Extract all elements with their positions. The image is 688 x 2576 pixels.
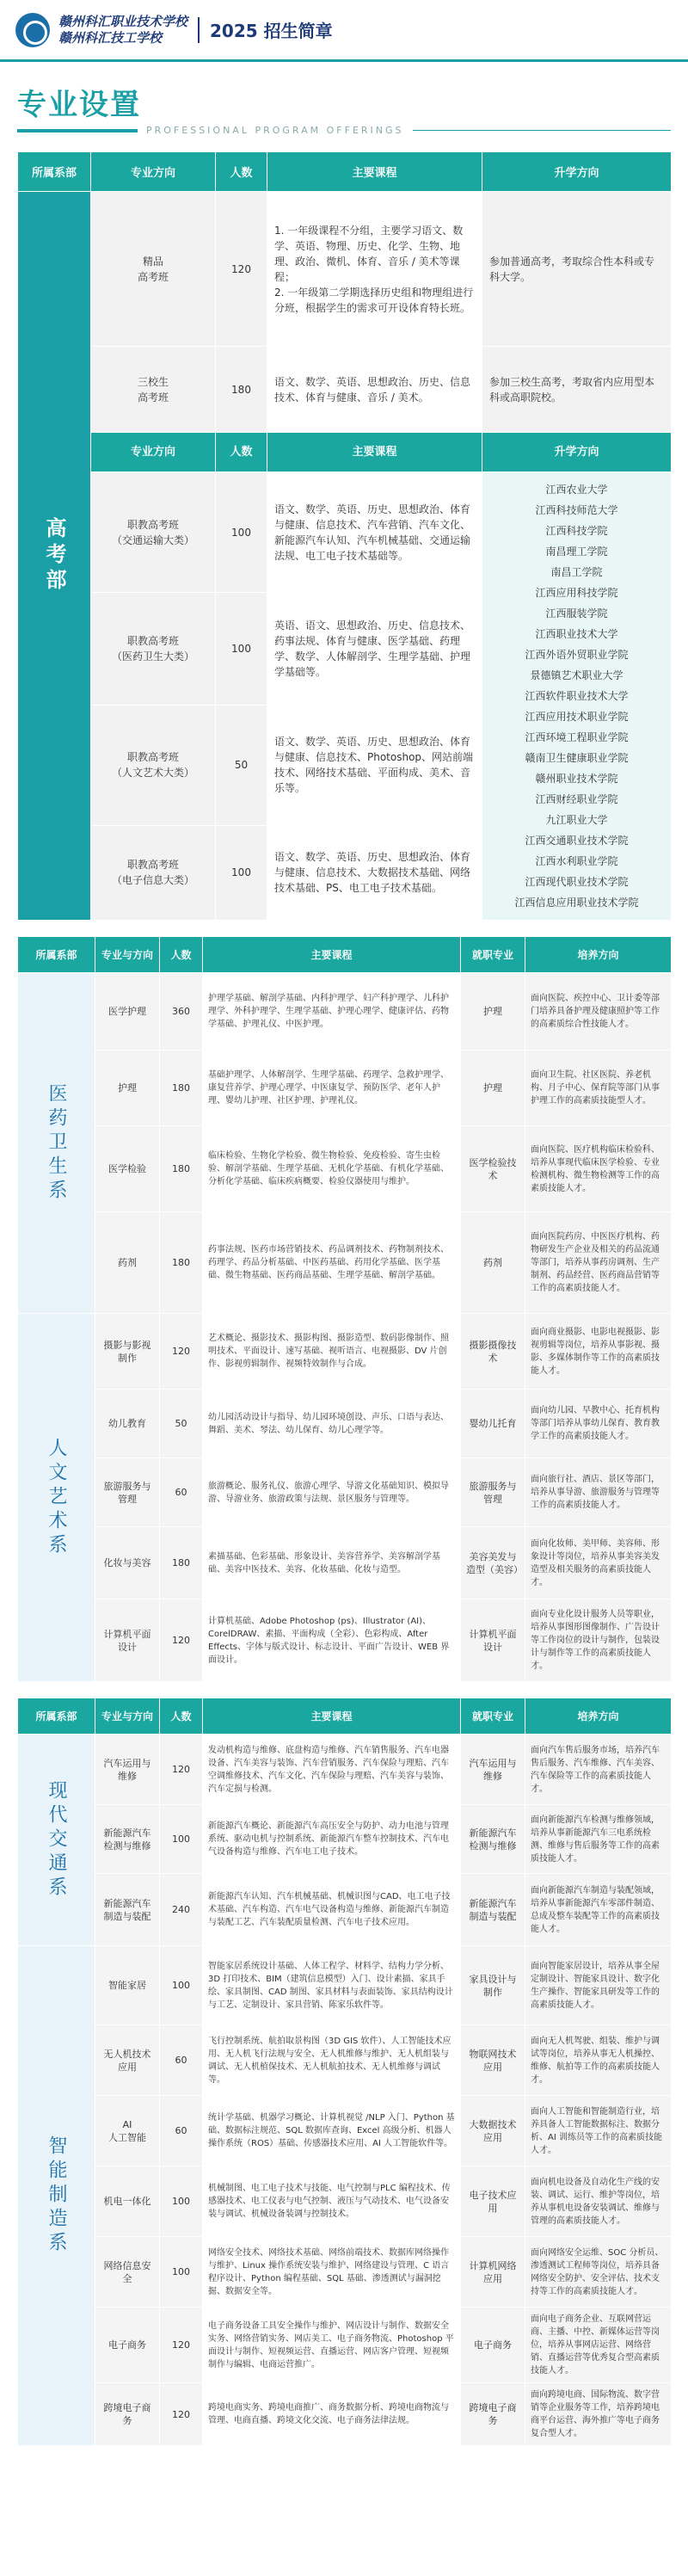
job-cell: 电子商务	[461, 2308, 525, 2383]
major-cell: 摄影与影视制作	[95, 1314, 160, 1390]
table-row	[18, 1946, 672, 2025]
direction-cell: 面向无人机驾驶、组装、维护与调试等岗位，培养从事无人机操控、维修、航拍等工作的高素质技能人才。	[525, 2025, 672, 2096]
table-row	[18, 973, 672, 1051]
major-cell: 职教高考班 （交通运输大类）	[91, 472, 216, 593]
courses-cell: 新能源汽车认知、汽车机械基础、机械识图与CAD、电工电子技术基础、汽车构造、汽车电气设备构造与维修、新能源汽车制造与装配工艺、汽车装配质量检测、汽车电子技术应用。	[203, 1874, 461, 1946]
col-header: 所属系部	[18, 1698, 95, 1735]
destination-cell: 参加三校生高考，考取省内应用型本科或高职院校。	[482, 347, 672, 433]
job-cell: 计算机网络应用	[461, 2237, 525, 2308]
table-row	[18, 1390, 672, 1458]
table-row	[18, 1735, 672, 1805]
major-cell: 精品 高考班	[91, 192, 216, 347]
direction-cell: 面向机电设备及自动化生产线的安装、调试、运行、维护等岗位，培养从事机电设备安装调试、维修与管理的高素质技能人才。	[525, 2166, 672, 2237]
count-cell: 180	[216, 347, 267, 433]
table-header-row	[18, 1698, 672, 1735]
count-cell: 180	[160, 1527, 203, 1599]
courses-cell: 网络安全技术、网络技术基础、网络前端技术、数据库网络操作与维护、Linux 操作系统安装与维护、网络建设与管理、C 语言程序设计、Python 编程基础、SQL 基础、渗透测试与漏洞挖掘、数据安全等。	[203, 2237, 461, 2308]
category-cell: 现代交通系	[18, 1735, 95, 1946]
col-header: 所属系部	[18, 937, 95, 973]
count-cell: 120	[160, 1314, 203, 1390]
major-cell: 智能家居	[95, 1946, 160, 2025]
direction-cell: 面向新能源汽车制造与装配领域，培养从事新能源汽车零部件制造、总成及整车装配等工作的高素质技能人才。	[525, 1874, 672, 1946]
school-item: 江西软件职业技术大学	[525, 690, 629, 702]
school-item: 江西信息应用职业技术学院	[514, 897, 639, 909]
section-title: 专业设置	[17, 88, 141, 122]
major-cell: 职教高考班 （人文艺术大类）	[91, 705, 216, 825]
count-cell: 360	[160, 973, 203, 1051]
col-header: 专业方向	[91, 152, 216, 192]
major-cell: 旅游服务与管理	[95, 1458, 160, 1527]
count-cell: 240	[160, 1874, 203, 1946]
title-rule	[413, 130, 671, 131]
job-cell: 美容美发与造型（美容）	[461, 1527, 525, 1599]
count-cell: 100	[216, 593, 267, 705]
school-item: 九江职业大学	[545, 814, 608, 826]
courses-cell: 1. 一年级课程不分组，主要学习语文、数学、英语、物理、历史、化学、生物、地理、政治、微机、体育、音乐 / 美术等课程； 2. 一年级第二学期选择历史组和物理组进行分班，根据学生的需求可开设体育特长班。	[267, 192, 482, 347]
major-cell: AI 人工智能	[95, 2096, 160, 2166]
schools-cell	[482, 472, 672, 921]
courses-cell: 电子商务设备工具安全操作与维护、网店设计与制作、数据安全实务、网络营销实务、网店美工、电子商务物流、Photoshop 平面设计与制作、短视频运营、直播运营、网店客户管理、短视频制作与编辑、电商运营推广。	[203, 2308, 461, 2383]
count-cell: 60	[160, 2096, 203, 2166]
table-row	[18, 472, 672, 593]
school-item: 江西应用技术职业学院	[525, 711, 629, 723]
direction-cell: 面向电子商务企业、互联网营运商、主播、中控、新媒体运营等岗位，培养从事网店运营、网络营销、直播运营等优秀复合型高素质技能人才。	[525, 2308, 672, 2383]
job-cell: 旅游服务与管理	[461, 1458, 525, 1527]
courses-cell: 护理学基础、解剖学基础、内科护理学、妇产科护理学、儿科护理学、外科护理学、生理学基础、护理心理学、健康评估、药物学基础、护理礼仪、中医护理。	[203, 973, 461, 1051]
major-cell: 无人机技术应用	[95, 2025, 160, 2096]
table-row	[18, 2308, 672, 2383]
medical-arts-table	[17, 936, 672, 1682]
courses-cell: 英语、语文、思想政治、历史、信息技术、药事法规、体育与健康、医学基础、药理学、数学、人体解剖学、生理学基础、护理学基础等。	[267, 593, 482, 705]
job-cell: 新能源汽车检测与维修	[461, 1805, 525, 1874]
direction-cell: 面向专业化设计服务人员等职业，培养从事图形图像制作、广告设计等工作岗位的设计与制作，包装设计与制作等工作的高素质技能人才。	[525, 1599, 672, 1682]
major-cell: 网络信息安全	[95, 2237, 160, 2308]
title-accent-bar	[17, 129, 138, 132]
job-cell: 摄影摄像技术	[461, 1314, 525, 1390]
direction-cell: 面向商业摄影、电影电视摄影、影视剪辑等岗位，培养从事影视、摄影、多媒体制作等工作的高素质技能人才。	[525, 1314, 672, 1390]
school-item: 江西农业大学	[545, 484, 608, 496]
school-name-line2: 赣州科汇技工学校	[58, 29, 163, 46]
section-subtitle-en: PROFESSIONAL PROGRAM OFFERINGS	[146, 125, 404, 136]
school-item: 江西服装学院	[545, 607, 608, 619]
count-cell: 100	[160, 1946, 203, 2025]
courses-cell: 语文、数学、英语、历史、思想政治、体育与健康、信息技术、Photoshop、网站前端技术、网络技术基础、平面构成、美术、音乐等。	[267, 705, 482, 825]
count-cell: 50	[216, 705, 267, 825]
direction-cell: 面向旅行社、酒店、景区等部门，培养从事导游、旅游服务与管理等工作的高素质技能人才。	[525, 1458, 672, 1527]
school-item: 江西应用科技学院	[535, 587, 618, 599]
major-cell: 汽车运用与维修	[95, 1735, 160, 1805]
col-header: 培养方向	[525, 937, 672, 973]
header	[0, 0, 688, 62]
table-row	[18, 2166, 672, 2237]
school-name-line1: 赣州科汇职业技术学校	[58, 13, 188, 29]
courses-cell: 语文、数学、英语、思想政治、历史、信息技术、体育与健康、音乐 / 美术。	[267, 347, 482, 433]
section-subtitle-row	[17, 125, 671, 136]
col-header: 主要课程	[203, 937, 461, 973]
count-cell: 180	[160, 1051, 203, 1126]
major-cell: 新能源汽车制造与装配	[95, 1874, 160, 1946]
school-name	[58, 14, 187, 46]
major-cell: 新能源汽车检测与维修	[95, 1805, 160, 1874]
table-row	[18, 347, 672, 433]
table-row	[18, 1314, 672, 1390]
major-cell: 药剂	[95, 1212, 160, 1314]
table-row	[18, 1458, 672, 1527]
table-header-row	[18, 152, 672, 192]
major-cell: 幼儿教育	[95, 1390, 160, 1458]
school-item: 江西现代职业技术学院	[525, 876, 629, 888]
major-cell: 医学护理	[95, 973, 160, 1051]
table-row	[18, 1126, 672, 1212]
direction-cell: 面向卫生院、社区医院、养老机构、月子中心、保育院等部门从事护理工作的高素质技能型人才。	[525, 1051, 672, 1126]
job-cell: 大数据技术应用	[461, 2096, 525, 2166]
section-title-block	[0, 62, 688, 136]
category-cell: 医药卫生系	[18, 973, 95, 1314]
table-row	[18, 192, 672, 347]
courses-cell: 语文、数学、英语、历史、思想政治、体育与健康、信息技术、大数据技术基础、网络技术基础、PS、电工电子技术基础。	[267, 825, 482, 920]
table-row	[18, 1212, 672, 1314]
table-row	[18, 2237, 672, 2308]
table-row	[18, 1805, 672, 1874]
count-cell: 120	[160, 2308, 203, 2383]
col-header: 人数	[216, 152, 267, 192]
major-cell: 电子商务	[95, 2308, 160, 2383]
school-item: 江西科技师范大学	[535, 504, 618, 516]
count-cell: 100	[160, 1805, 203, 1874]
table-row	[18, 1599, 672, 1682]
courses-cell: 药事法规、医药市场营销技术、药品调剂技术、药物制剂技术、药理学、药品分析基础、中医药基础、药用化学基础、医学基础、微生物基础、医药商品基础、生理学基础、解剖学基础。	[203, 1212, 461, 1314]
direction-cell: 面向化妆师、美甲师、美容师、形象设计等岗位，培养从事美容美发造型及相关服务的高素质技能人才。	[525, 1527, 672, 1599]
direction-cell: 面向智能家居设计，培养从事全屋定制设计、智能家具设计、数字化生产操作、智能家具研发等工作的高素质技能人才。	[525, 1946, 672, 2025]
table-header-row	[18, 937, 672, 973]
count-cell: 100	[160, 2166, 203, 2237]
job-cell: 药剂	[461, 1212, 525, 1314]
direction-cell: 面向医院药房、中医医疗机构、药物研发生产企业及相关的药品流通等部门，培养从事药房调剂、生产制剂、药品经营、医药商品营销等工作的高素质技能人才。	[525, 1212, 672, 1314]
courses-cell: 幼儿园活动设计与指导、幼儿园环境创设、声乐、口语与表达、舞蹈、美术、琴法、幼儿保育、幼儿心理学等。	[203, 1390, 461, 1458]
job-cell: 物联网技术应用	[461, 2025, 525, 2096]
major-cell: 三校生 高考班	[91, 347, 216, 433]
school-item: 江西科技学院	[545, 525, 608, 537]
major-cell: 计算机平面设计	[95, 1599, 160, 1682]
col-header: 就职专业	[461, 1698, 525, 1735]
count-cell: 100	[216, 825, 267, 920]
school-item: 景德镇艺术职业大学	[530, 669, 624, 681]
courses-cell: 统计学基础、机器学习概论、计算机视觉 /NLP 入门、Python 基础、数据标注规范、SQL 数据库查询、Excel 高级分析、机器人操作系统（ROS）基础、传感器技术应用、AI 人工智能软件等。	[203, 2096, 461, 2166]
col-header: 就职专业	[461, 937, 525, 973]
count-cell: 120	[216, 192, 267, 347]
courses-cell: 语文、数学、英语、历史、思想政治、体育与健康、信息技术、汽车营销、汽车文化、新能源汽车认知、汽车机械基础、交通运输法规、电工电子技术基础等。	[267, 472, 482, 593]
count-cell: 120	[160, 1735, 203, 1805]
table-subheader-row	[18, 433, 672, 472]
school-item: 江西环境工程职业学院	[525, 731, 629, 743]
major-cell: 职教高考班 （电子信息大类）	[91, 825, 216, 920]
school-logo-icon	[15, 13, 50, 47]
count-cell: 50	[160, 1390, 203, 1458]
job-cell: 计算机平面设计	[461, 1599, 525, 1682]
school-item: 江西财经职业学院	[535, 793, 618, 805]
job-cell: 新能源汽车制造与装配	[461, 1874, 525, 1946]
school-item: 江西交通职业技术学院	[525, 835, 629, 847]
courses-cell: 基础护理学、人体解剖学、生理学基础、药理学、急救护理学、康复营养学、护理心理学、中医康复学、预防医学、老年人护理、婴幼儿护理、社区护理、护理礼仪。	[203, 1051, 461, 1126]
col-header: 主要课程	[203, 1698, 461, 1735]
direction-cell: 面向新能源汽车检测与维修领域，培养从事新能源汽车三电系统检测、维修与售后服务等工作的高素质技能人才。	[525, 1805, 672, 1874]
job-cell: 电子技术应用	[461, 2166, 525, 2237]
direction-cell: 面向幼儿园、早教中心、托育机构等部门培养从事幼儿保育、教育教学工作的高素质技能人才。	[525, 1390, 672, 1458]
school-item: 赣南卫生健康职业学院	[525, 752, 629, 764]
job-cell: 婴幼儿托育	[461, 1390, 525, 1458]
count-cell: 100	[160, 2237, 203, 2308]
col-header: 主要课程	[267, 152, 482, 192]
count-cell: 180	[160, 1126, 203, 1212]
col-header: 人数	[216, 433, 267, 472]
category-cell: 高考部	[18, 192, 91, 921]
col-header: 人数	[160, 937, 203, 973]
school-item: 南昌理工学院	[545, 545, 608, 558]
school-item: 江西外语外贸职业学院	[525, 649, 629, 661]
major-cell: 机电一体化	[95, 2166, 160, 2237]
school-item: 赣州职业技术学院	[535, 773, 618, 785]
col-header: 专业方向	[91, 433, 216, 472]
courses-cell: 临床检验、生物化学检验、微生物检验、免疫检验、寄生虫检验、解剖学基础、生理学基础、无机化学基础、有机化学基础、分析化学基础、临床疾病概要、检验仪器使用与维护。	[203, 1126, 461, 1212]
table-row	[18, 1051, 672, 1126]
direction-cell: 面向网络安全运维、SOC 分析员、渗透测试工程师等岗位，培养具备网络安全防护、安全评估、技术支持等工作的高素质技能人才。	[525, 2237, 672, 2308]
count-cell: 120	[160, 2383, 203, 2446]
school-item: 江西水利职业学院	[535, 855, 618, 867]
courses-cell: 发动机构造与维修、底盘构造与维修、汽车销售服务、汽车电器设备、汽车美容与装饰、汽车营销服务、汽车保险与理赔、汽车空调维修技术、汽车文化、汽车保险与理赔、汽车美容与装饰、汽车定损与检测。	[203, 1735, 461, 1805]
col-header: 升学方向	[482, 152, 672, 192]
brochure-title: 2025 招生简章	[210, 21, 333, 41]
major-cell: 职教高考班 （医药卫生大类）	[91, 593, 216, 705]
direction-cell: 面向跨境电商、国际物流、数字营销等企业服务等工作，培养跨境电商平台运营、海外推广等电子商务复合型人才。	[525, 2383, 672, 2446]
count-cell: 180	[160, 1212, 203, 1314]
col-header: 培养方向	[525, 1698, 672, 1735]
courses-cell: 素描基础、色彩基础、形象设计、美容营养学、美容解剖学基础、美容中医技术、美容、化妆基础、化妆与造型。	[203, 1527, 461, 1599]
col-header: 专业与方向	[95, 1698, 160, 1735]
school-item: 南昌工学院	[550, 566, 603, 578]
major-cell: 护理	[95, 1051, 160, 1126]
major-cell: 跨境电子商务	[95, 2383, 160, 2446]
table-row	[18, 2096, 672, 2166]
col-header: 升学方向	[482, 433, 672, 472]
courses-cell: 机械制图、电工电子技术与技能、电气控制与PLC 编程技术、传感器技术、电工仪表与电气控制、液压与气动技术、电气设备安装与调试、机械设备装调与控制技术。	[203, 2166, 461, 2237]
table-row	[18, 2383, 672, 2446]
direction-cell: 面向汽车售后服务市场，培养汽车售后服务、汽车维修、汽车美容、汽车保险等工作的高素质技能人才。	[525, 1735, 672, 1805]
transport-manufacturing-table	[17, 1698, 672, 2446]
col-header: 人数	[160, 1698, 203, 1735]
category-cell: 人文艺术系	[18, 1314, 95, 1682]
category-cell: 智能制造系	[18, 1946, 95, 2446]
count-cell: 60	[160, 1458, 203, 1527]
major-cell: 化妆与美容	[95, 1527, 160, 1599]
direction-cell: 面向医院、医疗机构临床检验科、培养从事现代临床医学检验、专业检测机构、微生物检测等工作的高素质技能人才。	[525, 1126, 672, 1212]
count-cell: 60	[160, 2025, 203, 2096]
job-cell: 护理	[461, 973, 525, 1051]
job-cell: 家具设计与制作	[461, 1946, 525, 2025]
header-divider	[198, 17, 200, 43]
count-cell: 100	[216, 472, 267, 593]
col-header: 专业与方向	[95, 937, 160, 973]
courses-cell: 智能家居系统设计基础、人体工程学、材料学、结构力学分析、3D 打印技术、BIM（建筑信息模型）入门、设计素描、家具手绘、家具制图、CAD 制图、家具材料与表面装饰、家具结构设计与工艺、定制设计、家具营销、陈家乐软件等。	[203, 1946, 461, 2025]
table-row	[18, 1874, 672, 1946]
courses-cell: 计算机基础、Adobe Photoshop (ps)、Illustrator (AI)、CorelDRAW、素描、平面构成（全彩）、色彩构成、After Effects、字体与版式设计、标志设计、平面广告设计、WEB 界面设计。	[203, 1599, 461, 1682]
job-cell: 护理	[461, 1051, 525, 1126]
destination-cell: 参加普通高考，考取综合性本科或专科大学。	[482, 192, 672, 347]
col-header: 主要课程	[267, 433, 482, 472]
col-header: 所属系部	[18, 152, 91, 192]
courses-cell: 飞行控制系统、航拍取景构图（3D GIS 软件）、人工智能技术应用、无人机飞行法规与安全、无人机维修与维护、无人机组装与调试、无人机植保技术、无人机航拍技术、无人机维修与调试等。	[203, 2025, 461, 2096]
school-item: 江西职业技术大学	[535, 628, 618, 640]
courses-cell: 新能源汽车概论、新能源汽车高压安全与防护、动力电池与管理系统、驱动电机与控制系统、新能源汽车整车控制技术、汽车电气设备构造与维修、汽车电工电子技术。	[203, 1805, 461, 1874]
job-cell: 医学检验技术	[461, 1126, 525, 1212]
job-cell: 跨境电子商务	[461, 2383, 525, 2446]
courses-cell: 跨境电商实务、跨境电商推广、商务数据分析、跨境电商物流与管理、电商直播、跨境文化交流、电子商务法律法规。	[203, 2383, 461, 2446]
table-row	[18, 2025, 672, 2096]
courses-cell: 旅游概论、服务礼仪、旅游心理学、导游文化基础知识、模拟导游、导游业务、旅游政策与法规、景区服务与管理等。	[203, 1458, 461, 1527]
table-row	[18, 1527, 672, 1599]
count-cell: 120	[160, 1599, 203, 1682]
gaokao-table	[17, 151, 672, 921]
major-cell: 医学检验	[95, 1126, 160, 1212]
job-cell: 汽车运用与维修	[461, 1735, 525, 1805]
courses-cell: 艺术概论、摄影技术、摄影构图、摄影造型、数码影像制作、照明技术、平面设计、速写基础、视听语言、电视摄影、DV 片创作、影视剪辑制作、视频特效制作与合成。	[203, 1314, 461, 1390]
direction-cell: 面向医院、疾控中心、卫计委等部门培养具备护理及健康照护等工作的高素质综合性技能人才。	[525, 973, 672, 1051]
direction-cell: 面向人工智能和智能制造行业，培养具备人工智能数据标注、数据分析、AI 训练员等工作的高素质技能人才。	[525, 2096, 672, 2166]
